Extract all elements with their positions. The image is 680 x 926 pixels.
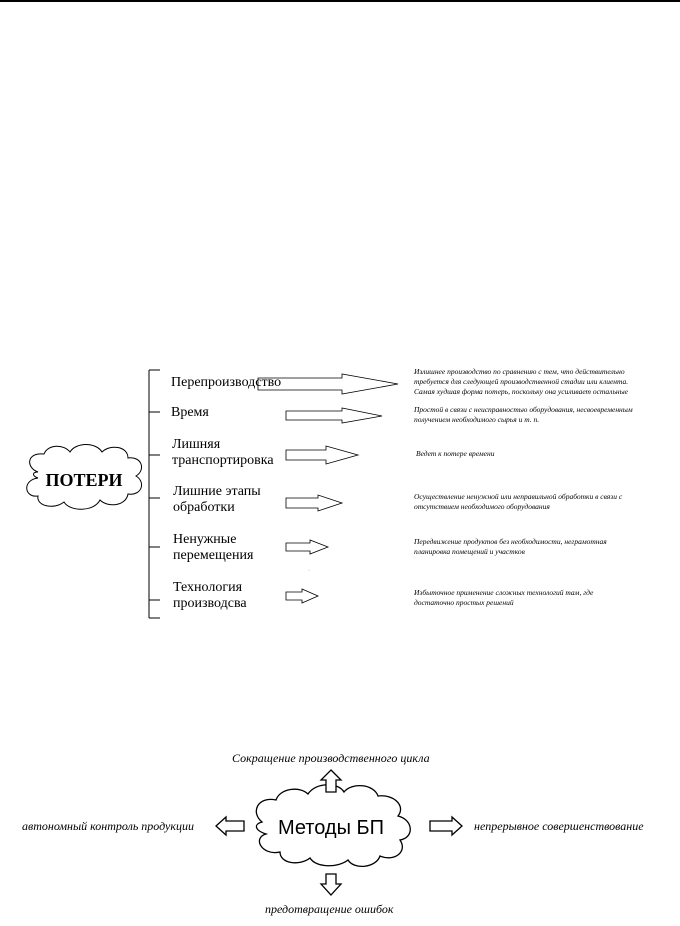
arrow-left xyxy=(216,817,244,835)
method-top-label: Сокращение производственного цикла xyxy=(232,751,430,765)
losses-arrows xyxy=(258,374,398,603)
loss-label-processing: Лишние этапы обработки xyxy=(173,484,261,515)
arrow-technology xyxy=(286,589,318,603)
loss-desc-transport: Ведет к потере времени xyxy=(416,449,495,458)
loss-label-time: Время xyxy=(171,405,209,420)
loss-desc-processing: Осуществление ненужной или неправильной обработки в связи с отсутствием необходимого оборудования xyxy=(414,492,623,511)
losses-bracket xyxy=(149,370,160,618)
loss-label-technology: Технология производсва xyxy=(173,580,247,611)
arrow-transport xyxy=(286,446,358,464)
method-right-label: непрерывное совершенствование xyxy=(474,819,644,833)
loss-desc-overproduction: Излишнее производство по сравнению с тем, что действительно требуется для следующей производственной стадии или клиента. Самая худшая форма потерь, поскольку она усиливает остальные xyxy=(414,367,629,396)
losses-center-label: ПОТЕРИ xyxy=(45,470,123,490)
arrow-down xyxy=(321,874,341,895)
loss-desc-time: Простой в связи с неисправностью оборудования, несвоевременным получением необходимого сырья и т. п. xyxy=(414,405,633,424)
svg-text:·: · xyxy=(308,568,310,574)
loss-label-overproduction: Перепроизводство xyxy=(171,375,282,390)
loss-label-movement: Ненужные перемещения xyxy=(173,532,254,563)
loss-desc-movement: Передвижение продуктов без необходимости, неграмотная планировка помещений и участков xyxy=(414,537,607,556)
arrow-time xyxy=(286,408,382,423)
arrow-movement xyxy=(286,540,328,554)
loss-label-transport: Лишняя транспортировка xyxy=(172,437,274,468)
loss-desc-technology: Избыточное применение сложных технологий там, где достаточно простых решений xyxy=(414,588,594,607)
arrow-processing xyxy=(286,495,342,511)
arrow-right xyxy=(430,817,462,835)
method-left-label: автономный контроль продукции xyxy=(22,819,194,833)
methods-center-label: Методы БП xyxy=(277,817,385,839)
method-bottom-label: предотвращение ошибок xyxy=(265,902,394,916)
